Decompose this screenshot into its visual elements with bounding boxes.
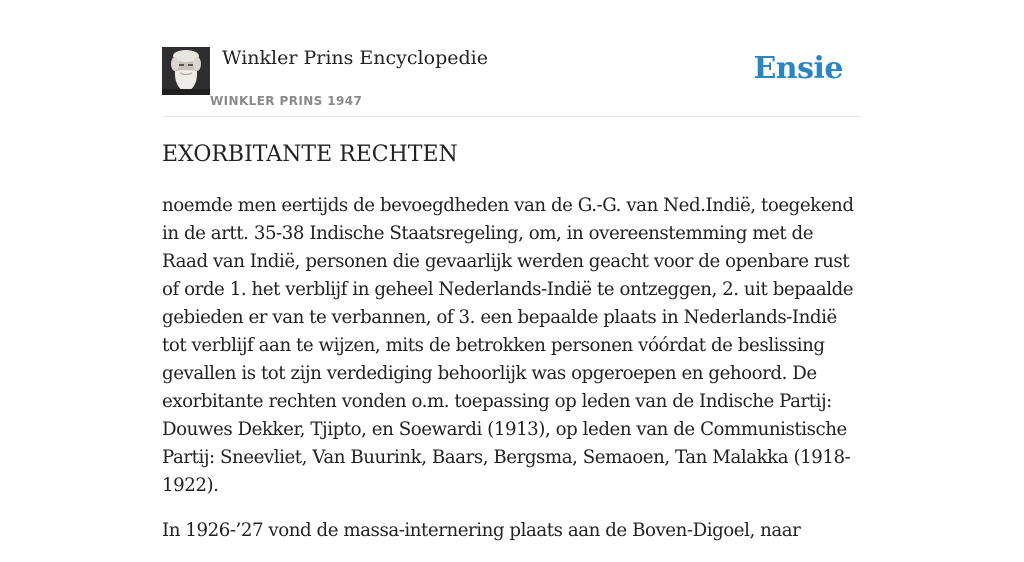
article-card [162,0,862,541]
ensie-logo[interactable]: Ensie [753,51,843,86]
article-title: EXORBITANTE RECHTEN [162,142,458,167]
article-paragraph: In 1926-’27 vond de massa-internering plaats aan de Boven-Digoel, naar [162,520,801,541]
article-header [162,0,862,117]
article-paragraph: noemde men eertijds de bevoegdheden van de G.-G. van Ned.Indië, toegekend in de artt. 35-38 Indische Staatsregeling, om, in overeenstemming met de Raad van Indië, personen die gevaarlijk werden geacht voor de openbare rust of orde 1. het verblijf in geheel Nederlands-Indië te ontzeggen, 2. uit bepaalde gebieden er van te verbannen, of 3. een bepaalde plaats in Nederlands-Indië tot verblijf aan te wijzen, mits de betrokken personen vóórdat de beslissing gevallen is tot zijn verdediging behoorlijk was opgeroepen en gehoord. De exorbitante rechten vonden o.m. toepassing op leden van de Indische Partij: Douwes Dekker, Tjipto, en Soewardi (1913), op leden van de Communistische Partij: Sneevliet, Van Buurink, Baars, Bergsma, Semaoen, Tan Malakka (1918-1922). [162,195,854,496]
source-avatar[interactable] [162,47,210,95]
source-name[interactable]: Winkler Prins Encyclopedie [222,47,488,69]
bearded-man-portrait-icon [162,47,210,95]
source-edition: WINKLER PRINS 1947 [210,94,363,108]
article-body [162,192,862,562]
